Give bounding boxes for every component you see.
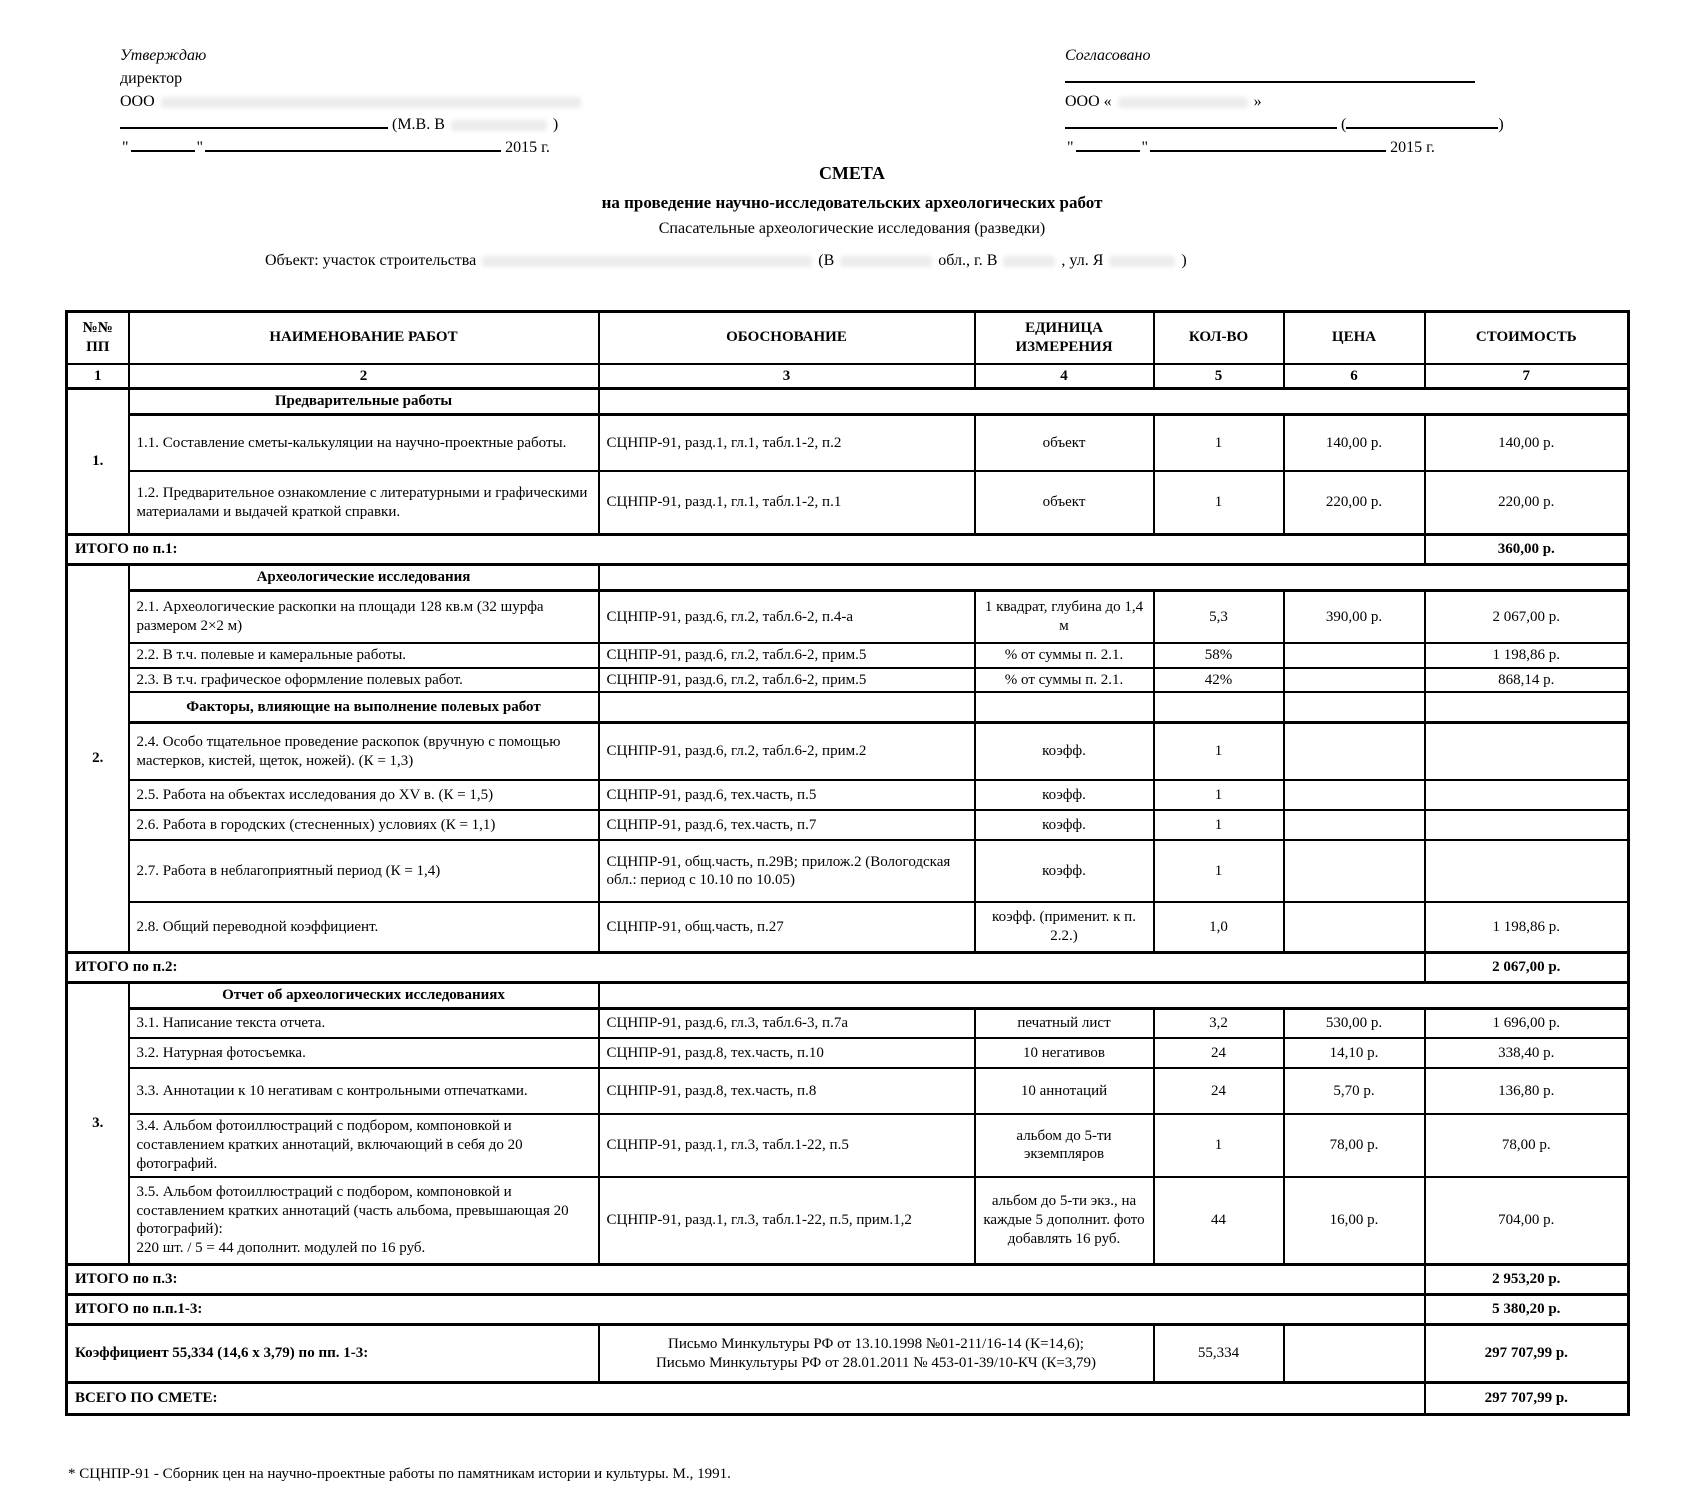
header-qty-cell: КОЛ-ВО (1154, 312, 1284, 364)
unit-cell: альбом до 5-ти экз., на каждые 5 дополнит. фото добавлять 16 руб. (975, 1177, 1154, 1265)
approve-right-org: ООО « (1065, 93, 1112, 110)
empty-cell (599, 692, 975, 722)
document-title: СМЕТА (818, 163, 886, 183)
basis-cell: СЦНПР-91, разд.1, гл.1, табл.1-2, п.2 (599, 415, 975, 471)
qty-cell: 55,334 (1154, 1325, 1284, 1383)
work-name-cell: 1.1. Составление сметы-калькуляции на научно-проектные работы. (129, 415, 599, 471)
header-cost-cell: СТОИМОСТЬ (1425, 312, 1629, 364)
section-1-header-row (67, 389, 1629, 415)
work-name-cell: 3.4. Альбом фотоиллюстраций с подбором, компоновкой и составлением кратких аннотаций, включающий в себя до 20 фотографий. (129, 1114, 599, 1176)
quote-mark: " (122, 139, 129, 156)
basis-cell: СЦНПР-91, разд.6, гл.2, табл.6-2, прим.5 (599, 643, 975, 668)
total-label-cell: ИТОГО по п.2: (67, 952, 1425, 982)
header-unit-cell: ЕДИНИЦА ИЗМЕРЕНИЯ (975, 312, 1154, 364)
month-line (205, 136, 501, 152)
table-row (67, 1038, 1629, 1068)
section-number-cell: 1. (67, 389, 129, 535)
empty-cell (1154, 692, 1284, 722)
unit-cell: коэфф. (975, 722, 1154, 780)
basis-cell: СЦНПР-91, разд.1, гл.3, табл.1-22, п.5, прим.1,2 (599, 1177, 975, 1265)
colnum-cell: 1 (67, 364, 129, 389)
work-name-cell (129, 1177, 599, 1265)
cost-cell: 1 696,00 р. (1425, 1008, 1629, 1038)
work-name-text-2: 220 шт. / 5 = 44 дополнит. модулей по 16 руб. (136, 1240, 426, 1256)
cost-cell: 1 198,86 р. (1425, 643, 1629, 668)
object-part1: (В (818, 252, 835, 269)
basis-cell: СЦНПР-91, разд.6, гл.2, табл.6-2, прим.2 (599, 722, 975, 780)
unit-cell: печатный лист (975, 1008, 1154, 1038)
unit-cell: % от суммы п. 2.1. (975, 643, 1154, 668)
qty-cell: 1 (1154, 1114, 1284, 1176)
table-row (67, 1068, 1629, 1114)
approve-left-role: директор (120, 70, 183, 87)
quote-mark: " (1141, 139, 1149, 156)
cost-cell (1425, 840, 1629, 902)
coefficient-basis-line-1: Письмо Минкультуры РФ от 13.10.1998 №01-211/16-14 (К=14,6); (668, 1335, 1084, 1352)
colnum-cell: 3 (599, 364, 975, 389)
price-cell (1284, 1325, 1425, 1383)
cost-cell: 297 707,99 р. (1425, 1325, 1629, 1383)
work-name-cell: 2.4. Особо тщательное проведение раскопок (вручную с помощью мастерков, кистей, щеток, ножей). (К = 1,3) (129, 722, 599, 780)
cost-cell: 220,00 р. (1425, 471, 1629, 535)
section-number-cell: 3. (67, 982, 129, 1264)
section-2-header-row (67, 565, 1629, 591)
object-part4: ) (1181, 252, 1187, 269)
coefficient-basis-line-2: Письмо Минкультуры РФ от 28.01.2011 № 453-01-39/10-КЧ (К=3,79) (655, 1354, 1097, 1371)
unit-cell: объект (975, 471, 1154, 535)
colnum-cell: 7 (1425, 364, 1629, 389)
table-row (67, 668, 1629, 693)
work-name-cell: 3.2. Натурная фотосъемка. (129, 1038, 599, 1068)
approve-left-org-line (120, 90, 587, 113)
colnum-cell: 6 (1284, 364, 1425, 389)
basis-cell: СЦНПР-91, разд.8, тех.часть, п.10 (599, 1038, 975, 1068)
qty-cell: 1 (1154, 780, 1284, 810)
table-header-row (67, 312, 1629, 364)
grand-total-row (67, 1383, 1629, 1415)
approve-right-title: Согласовано (1065, 47, 1151, 64)
cost-cell: 868,14 р. (1425, 668, 1629, 693)
total-label-cell: ИТОГО по п.3: (67, 1265, 1425, 1295)
table-row (67, 902, 1629, 952)
unit-cell: 1 квадрат, глубина до 1,4 м (975, 591, 1154, 643)
cost-cell: 704,00 р. (1425, 1177, 1629, 1265)
approval-block-left (120, 44, 587, 159)
unit-cell: коэфф. (применит. к п. 2.2.) (975, 902, 1154, 952)
price-cell: 16,00 р. (1284, 1177, 1425, 1265)
unit-cell: альбом до 5-ти экземпляров (975, 1114, 1154, 1176)
colnum-cell: 2 (129, 364, 599, 389)
price-cell (1284, 810, 1425, 840)
subheader-cell: Археологические исследования (129, 565, 599, 591)
column-number-row (67, 364, 1629, 389)
qty-cell: 24 (1154, 1038, 1284, 1068)
blank-line (1065, 67, 1475, 83)
table-row (67, 780, 1629, 810)
quote-mark: " (1067, 139, 1074, 156)
quote-mark: " (196, 139, 204, 156)
table-row (67, 840, 1629, 902)
total-value-cell: 2 067,00 р. (1425, 952, 1629, 982)
price-cell (1284, 668, 1425, 693)
approve-right-year: 2015 г. (1390, 139, 1435, 156)
basis-cell: СЦНПР-91, общ.часть, п.27 (599, 902, 975, 952)
qty-cell: 3,2 (1154, 1008, 1284, 1038)
header-basis-cell: ОБОСНОВАНИЕ (599, 312, 975, 364)
total-row-section-1 (67, 535, 1629, 565)
subheader-cell: Факторы, влияющие на выполнение полевых работ (129, 692, 599, 722)
factors-subheader-row (67, 692, 1629, 722)
empty-cell (599, 389, 1629, 415)
total-label-cell: ИТОГО по п.п.1-3: (67, 1295, 1425, 1325)
price-cell: 530,00 р. (1284, 1008, 1425, 1038)
signature-line (120, 113, 388, 129)
cost-cell (1425, 810, 1629, 840)
coefficient-basis-cell (599, 1325, 1154, 1383)
footnote: * СЦНПР-91 - Сборник цен на научно-проектные работы по памятникам истории и культуры. М., 1991. (68, 1466, 731, 1482)
redacted-text (840, 256, 932, 267)
signature-name-close: ) (552, 116, 559, 133)
redacted-text (1003, 256, 1055, 267)
table-row (67, 1177, 1629, 1265)
basis-cell: СЦНПР-91, общ.часть, п.29В; прилож.2 (Вологодская обл.: период с 10.10 по 10.05) (599, 840, 975, 902)
section-3-header-row (67, 982, 1629, 1008)
subheader-cell: Предварительные работы (129, 389, 599, 415)
object-line (265, 252, 1187, 270)
empty-cell (975, 692, 1154, 722)
approve-left-org: ООО (120, 93, 155, 110)
redacted-text (451, 120, 547, 131)
work-name-cell: 1.2. Предварительное ознакомление с литературными и графическими материалами и выдачей краткой справки. (129, 471, 599, 535)
basis-cell: СЦНПР-91, разд.6, гл.3, табл.6-3, п.7а (599, 1008, 975, 1038)
header-name-cell: НАИМЕНОВАНИЕ РАБОТ (129, 312, 599, 364)
total-row-section-2 (67, 952, 1629, 982)
colnum-cell: 4 (975, 364, 1154, 389)
cost-cell: 136,80 р. (1425, 1068, 1629, 1114)
cost-cell: 140,00 р. (1425, 415, 1629, 471)
basis-cell: СЦНПР-91, разд.1, гл.3, табл.1-22, п.5 (599, 1114, 975, 1176)
qty-cell: 1 (1154, 471, 1284, 535)
total-row-sections-1-3 (67, 1295, 1629, 1325)
cost-cell (1425, 780, 1629, 810)
unit-cell: % от суммы п. 2.1. (975, 668, 1154, 693)
table-row (67, 643, 1629, 668)
redacted-text (1118, 97, 1248, 108)
title-block (0, 163, 1704, 238)
price-cell (1284, 722, 1425, 780)
object-prefix: Объект: участок строительства (265, 252, 477, 269)
cost-cell: 78,00 р. (1425, 1114, 1629, 1176)
empty-cell (1425, 692, 1629, 722)
approve-left-year: 2015 г. (505, 139, 550, 156)
approve-right-date-line (1065, 136, 1504, 159)
unit-cell: коэфф. (975, 810, 1154, 840)
approve-left-date-line (120, 136, 587, 159)
redacted-text (161, 97, 581, 108)
price-cell (1284, 840, 1425, 902)
work-name-text: 3.5. Альбом фотоиллюстраций с подбором, компоновкой и составлением кратких аннотаций (часть альбома, превышающая 20 фотографий): (136, 1183, 569, 1238)
unit-cell: 10 негативов (975, 1038, 1154, 1068)
empty-cell (599, 982, 1629, 1008)
approve-left-title: Утверждаю (120, 47, 207, 64)
name-line (1346, 113, 1498, 129)
coefficient-label-cell: Коэффициент 55,334 (14,6 x 3,79) по пп. 1-3: (67, 1325, 599, 1383)
qty-cell: 44 (1154, 1177, 1284, 1265)
total-value-cell: 2 953,20 р. (1425, 1265, 1629, 1295)
qty-cell: 42% (1154, 668, 1284, 693)
qty-cell: 1 (1154, 810, 1284, 840)
work-name-cell: 2.7. Работа в неблагоприятный период (К = 1,4) (129, 840, 599, 902)
unit-cell: коэфф. (975, 840, 1154, 902)
price-cell (1284, 780, 1425, 810)
total-value-cell: 5 380,20 р. (1425, 1295, 1629, 1325)
colnum-cell: 5 (1154, 364, 1284, 389)
work-name-cell: 2.1. Археологические раскопки на площади 128 кв.м (32 шурфа размером 2×2 м) (129, 591, 599, 643)
header-num-cell (67, 312, 129, 364)
paren-close: ) (1498, 116, 1504, 133)
signature-line (1065, 113, 1337, 129)
qty-cell: 1 (1154, 415, 1284, 471)
unit-cell: объект (975, 415, 1154, 471)
price-cell: 14,10 р. (1284, 1038, 1425, 1068)
qty-cell: 58% (1154, 643, 1284, 668)
price-cell: 5,70 р. (1284, 1068, 1425, 1114)
document-subtitle-1: на проведение научно-исследовательских археологических работ (601, 193, 1103, 212)
approve-right-signature-line (1065, 113, 1504, 136)
total-row-section-3 (67, 1265, 1629, 1295)
work-name-cell: 2.8. Общий переводной коэффициент. (129, 902, 599, 952)
price-cell (1284, 643, 1425, 668)
document-subtitle-2: Спасательные археологические исследования (разведки) (658, 220, 1046, 237)
basis-cell: СЦНПР-91, разд.6, гл.2, табл.6-2, п.4-а (599, 591, 975, 643)
day-line (1076, 136, 1140, 152)
approve-left-signature-line (120, 113, 587, 136)
work-name-cell: 2.6. Работа в городских (стесненных) условиях (К = 1,1) (129, 810, 599, 840)
basis-cell: СЦНПР-91, разд.6, гл.2, табл.6-2, прим.5 (599, 668, 975, 693)
total-value-cell: 360,00 р. (1425, 535, 1629, 565)
work-name-cell: 2.2. В т.ч. полевые и камеральные работы. (129, 643, 599, 668)
table-row (67, 415, 1629, 471)
header-price-cell: ЦЕНА (1284, 312, 1425, 364)
qty-cell: 1,0 (1154, 902, 1284, 952)
approval-block-right (1065, 44, 1504, 159)
table-row (67, 810, 1629, 840)
work-name-cell: 2.3. В т.ч. графическое оформление полевых работ. (129, 668, 599, 693)
work-name-cell: 2.5. Работа на объектах исследования до XV в. (К = 1,5) (129, 780, 599, 810)
cost-cell: 1 198,86 р. (1425, 902, 1629, 952)
work-name-cell: 3.1. Написание текста отчета. (129, 1008, 599, 1038)
qty-cell: 1 (1154, 722, 1284, 780)
empty-cell (599, 565, 1629, 591)
table-row (67, 591, 1629, 643)
qty-cell: 1 (1154, 840, 1284, 902)
basis-cell: СЦНПР-91, разд.1, гл.1, табл.1-2, п.1 (599, 471, 975, 535)
price-cell: 78,00 р. (1284, 1114, 1425, 1176)
cost-cell: 2 067,00 р. (1425, 591, 1629, 643)
approve-right-org-close: » (1253, 93, 1262, 110)
table-row (67, 1114, 1629, 1176)
paren-open: ( (1341, 116, 1347, 133)
empty-cell (1284, 692, 1425, 722)
smeta-table (65, 310, 1630, 1416)
day-line (131, 136, 195, 152)
total-label-cell: ИТОГО по п.1: (67, 535, 1425, 565)
object-part3: , ул. Я (1061, 252, 1104, 269)
price-cell: 390,00 р. (1284, 591, 1425, 643)
qty-cell: 5,3 (1154, 591, 1284, 643)
basis-cell: СЦНПР-91, разд.6, тех.часть, п.7 (599, 810, 975, 840)
basis-cell: СЦНПР-91, разд.6, тех.часть, п.5 (599, 780, 975, 810)
basis-cell: СЦНПР-91, разд.8, тех.часть, п.8 (599, 1068, 975, 1114)
header-num: №№ (82, 320, 113, 336)
grand-total-value-cell: 297 707,99 р. (1425, 1383, 1629, 1415)
price-cell: 220,00 р. (1284, 471, 1425, 535)
approve-right-org-line (1065, 90, 1504, 113)
price-cell: 140,00 р. (1284, 415, 1425, 471)
cost-cell (1425, 722, 1629, 780)
table-row (67, 722, 1629, 780)
table-row (67, 1008, 1629, 1038)
redacted-text (1109, 256, 1175, 267)
section-number-cell: 2. (67, 565, 129, 953)
object-part2: обл., г. В (938, 252, 998, 269)
signature-name: (М.В. В (392, 116, 445, 133)
cost-cell: 338,40 р. (1425, 1038, 1629, 1068)
subheader-cell: Отчет об археологических исследованиях (129, 982, 599, 1008)
qty-cell: 24 (1154, 1068, 1284, 1114)
unit-cell: 10 аннотаций (975, 1068, 1154, 1114)
approve-right-blank-line (1065, 67, 1504, 90)
grand-total-label-cell: ВСЕГО ПО СМЕТЕ: (67, 1383, 1425, 1415)
header-num2: ПП (86, 338, 110, 355)
month-line (1150, 136, 1386, 152)
redacted-text (482, 256, 812, 267)
unit-cell: коэфф. (975, 780, 1154, 810)
price-cell (1284, 902, 1425, 952)
coefficient-row (67, 1325, 1629, 1383)
work-name-cell: 3.3. Аннотации к 10 негативам с контрольными отпечатками. (129, 1068, 599, 1114)
table-row (67, 471, 1629, 535)
